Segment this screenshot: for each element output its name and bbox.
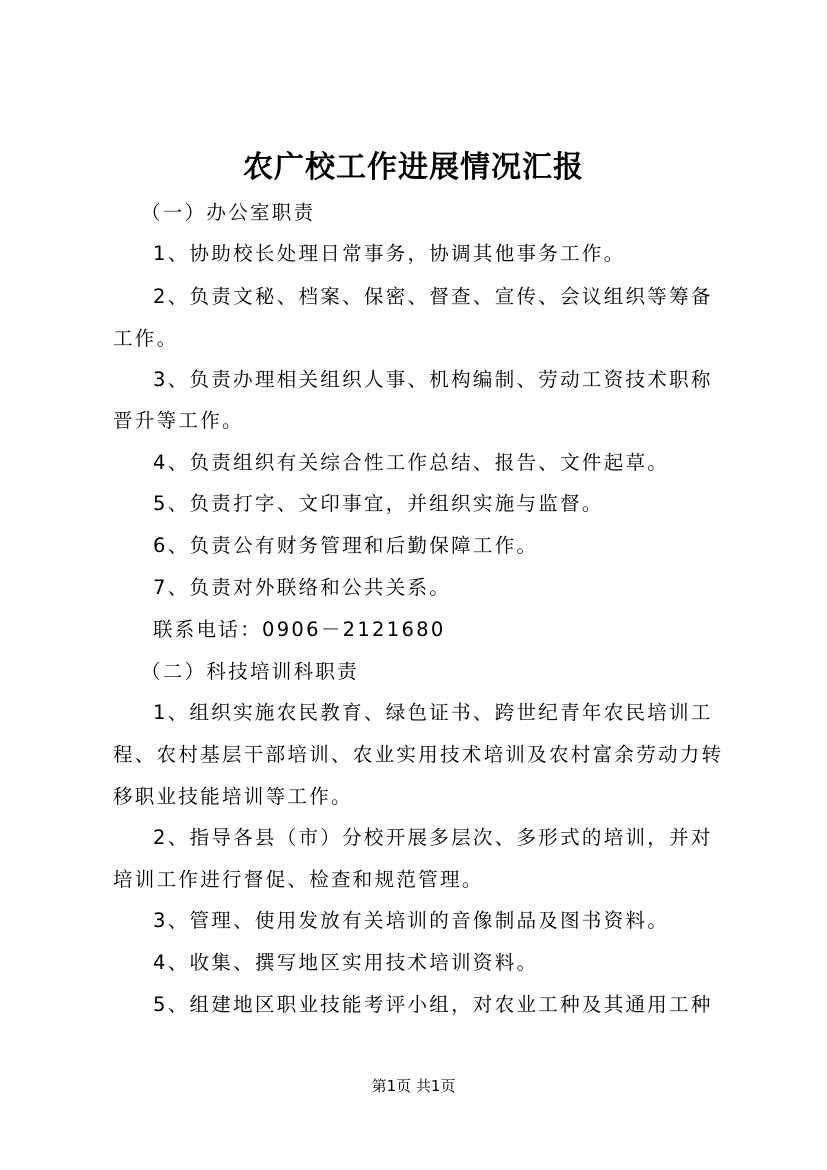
paragraph-line: 5、负责打字、文印事宜，并组织实施与监督。: [153, 492, 604, 515]
paragraph-line: 7、负责对外联络和公共关系。: [153, 576, 452, 599]
section-heading-training: （二）科技培训科职责: [141, 660, 360, 683]
paragraph-line: 工作。: [113, 327, 179, 350]
paragraph-line: 2、指导各县（市）分校开展多层次、多形式的培训，并对: [153, 826, 713, 849]
section-heading-office: （一）办公室职责: [141, 201, 316, 224]
document-title: 农广校工作进展情况汇报: [243, 150, 584, 185]
paragraph-line: 1、协助校长处理日常事务，协调其他事务工作。: [153, 242, 626, 265]
paragraph-line: 5、组建地区职业技能考评小组，对农业工种及其通用工种: [153, 993, 713, 1016]
paragraph-line: 程、农村基层干部培训、农业实用技术培训及农村富余劳动力转: [113, 743, 724, 766]
paragraph-line: 6、负责公有财务管理和后勤保障工作。: [153, 534, 539, 557]
paragraph-line: 1、组织实施农民教育、绿色证书、跨世纪青年农民培训工: [153, 701, 713, 724]
paragraph-line: 培训工作进行督促、检查和规范管理。: [113, 868, 484, 891]
paragraph-line: 4、收集、撰写地区实用技术培训资料。: [153, 951, 539, 974]
page-footer: 第1页 共1页: [371, 1077, 456, 1095]
paragraph-line: 2、负责文秘、档案、保密、督查、宣传、会议组织等筹备: [153, 285, 713, 308]
paragraph-line: 3、管理、使用发放有关培训的音像制品及图书资料。: [153, 909, 670, 932]
paragraph-line: 3、负责办理相关组织人事、机构编制、劳动工资技术职称: [153, 368, 713, 391]
paragraph-line: 移职业技能培训等工作。: [113, 785, 353, 808]
paragraph-line: 晋升等工作。: [113, 409, 244, 432]
paragraph-line: 4、负责组织有关综合性工作总结、报告、文件起草。: [153, 451, 670, 474]
contact-phone: 联系电话：0906－2121680: [153, 618, 446, 641]
